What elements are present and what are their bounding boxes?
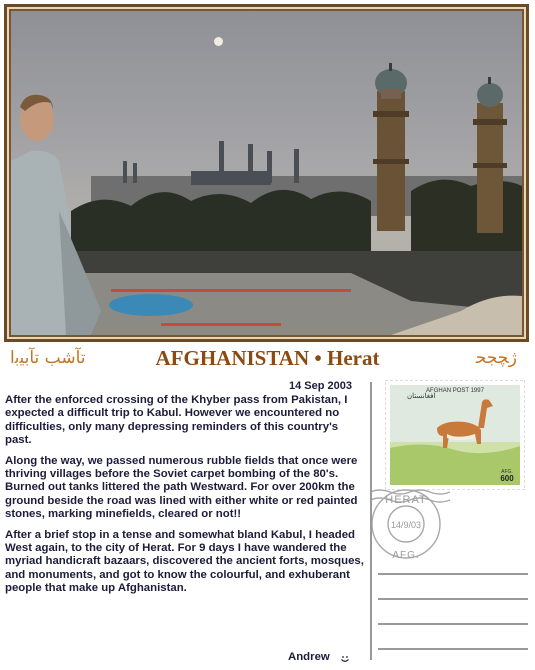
paragraph-3: After a brief stop in a tense and somewhat bland Kabul, I headed West again, to the city of Herat. For 9 days I have wandered the myriad handicraft bazaars, discovered the ancient forts, mosques, and monuments, and got to know the colourful, and exhuberant people that make up Afghanistan. (5, 528, 364, 595)
photo-frame-inner (7, 7, 526, 339)
paragraph-2: Along the way, we passed numerous rubble fields that once were thriving villages before the Soviet carpet bombing of the 80's. Burned out tanks littered the path Westward. For over 200km the ground beside the road was lined with either white or red painted stones, marking minefields, cleared or not!! (5, 454, 358, 521)
paragraph-1: After the enforced crossing of the Khyber pass from Pakistan, I expected a difficult trip to Kabul. However we encountered no difficulties, only many depressing reminders of this country's past. (5, 394, 348, 447)
postcard-date: 14 Sep 2003 (289, 380, 352, 392)
address-line-1 (378, 573, 528, 575)
page-title: AFGHANISTAN • Herat (155, 346, 380, 370)
address-line-4 (378, 648, 528, 650)
postmark-date: 14/9/03 (390, 520, 422, 530)
city-scene (11, 11, 522, 335)
postmark-country: AFG. (392, 550, 420, 561)
postcard-message (5, 394, 366, 603)
park-railing (111, 289, 351, 292)
stamp-header: AFGHAN POST 1997 (426, 388, 484, 394)
postmark (370, 478, 452, 570)
minaret-right (473, 77, 507, 233)
postmark-city: HERAT (385, 494, 427, 506)
signature: Andrew (288, 651, 330, 663)
stamp-unit: AFG. (501, 469, 513, 475)
postage-stamp (385, 380, 525, 490)
stamp-value: 600 (500, 474, 514, 483)
minaret-left (373, 63, 409, 231)
address-line-2 (378, 598, 528, 600)
smile-icon (340, 654, 350, 664)
fountain-pool (109, 294, 193, 316)
photo-frame (4, 4, 529, 342)
park-railing-lower (161, 323, 281, 326)
title-script-left: ﺗﺂﺷﺐ ﺗﺂﺑﻴﺑﺍ (10, 348, 86, 368)
title-script-right: ﮊﭽﺠﺤ (475, 348, 517, 368)
title-row (0, 344, 535, 374)
address-line-3 (378, 623, 528, 625)
trees-right (411, 180, 522, 261)
stamp-script: ﺍﻓﻐﺎﻧﺴﺘﺎﻥ (407, 392, 436, 400)
herat-photo (11, 11, 522, 335)
